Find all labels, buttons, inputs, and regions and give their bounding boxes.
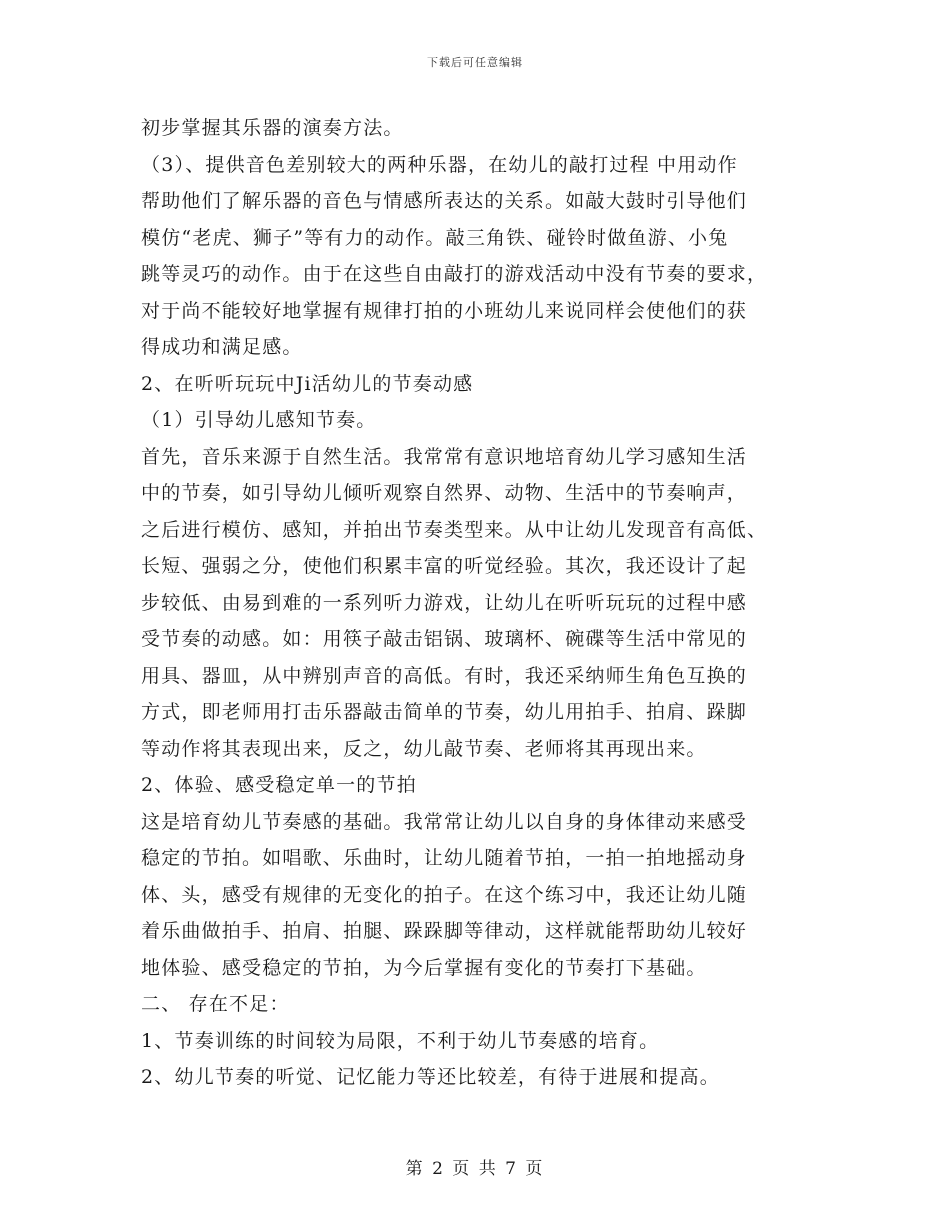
section-heading: 2、体验、感受稳定单一的节拍 [141,774,417,796]
list-item: 1、节奏训练的时间较为局限，不利于幼儿节奏感的培育。 [141,1029,660,1052]
text-line: 得成功和满足感。 [141,336,303,358]
text-line: 模仿“老虎、狮子”等有力的动作。敲三角铁、碰铃时做鱼游、小兔 [141,226,729,249]
text-line: 跳等灵巧的动作。由于在这些自由敲打的游戏活动中没有节奏的要求， [141,263,768,285]
text-line: （3）、提供音色差别较大的两种乐器，在幼儿的敲打过程 中用动作 [141,153,738,176]
text-line: 着乐曲做拍手、拍肩、拍腿、跺跺脚等律动，这样就能帮助幼儿较好 [141,920,748,942]
list-item: 2、幼儿节奏的听觉、记忆能力等还比较差，有待于进展和提高。 [141,1066,720,1088]
text-line: 中的节奏，如引导幼儿倾听观察自然界、动物、生活中的节奏响声， [141,482,748,504]
text-line: 对于尚不能较好地掌握有规律打拍的小班幼儿来说同样会使他们的获 [141,299,748,322]
text-line: 受节奏的动感。如：用筷子敲击铝锅、玻璃杯、碗碟等生活中常见的 [141,628,748,650]
page-header-note: 下载后可任意编辑 [427,56,523,69]
document-body [141,110,821,1096]
section-heading: 二、 存在不足： [141,993,290,1015]
text-line: 长短、强弱之分，使他们积累丰富的听觉经验。其次，我还设计了起 [141,555,748,577]
text-line: 方式，即老师用打击乐器敲击简单的节奏，幼儿用拍手、拍肩、跺脚 [141,701,748,723]
text-line: 首先，音乐来源于自然生活。我常常有意识地培育幼儿学习感知生活 [141,445,748,468]
subsection-heading: （1）引导幼儿感知节奏。 [141,409,377,431]
text-line: 初步掌握其乐器的演奏方法。 [141,117,404,139]
page-number: 第 2 页 共 7 页 [405,1159,545,1179]
text-line: 步较低、由易到难的一系列听力游戏，让幼儿在听听玩玩的过程中感 [141,591,748,614]
text-line: 这是培育幼儿节奏感的基础。我常常让幼儿以自身的身体律动来感受 [141,810,748,833]
text-line: 稳定的节拍。如唱歌、乐曲时，让幼儿随着节拍，一拍一拍地摇动身 [141,847,748,869]
text-line: 用具、器皿，从中辨别声音的高低。有时，我还采纳师生角色互换的 [141,664,748,687]
text-line: 之后进行模仿、感知，并拍出节奏类型来。从中让幼儿发现音有高低、 [141,518,768,541]
text-line: 帮助他们了解乐器的音色与情感所表达的关系。如敲大鼓时引导他们 [141,190,748,212]
section-heading: 2、在听听玩玩中Ji活幼儿的节奏动感 [141,372,474,395]
text-line: 体、头，感受有规律的无变化的拍子。在这个练习中，我还让幼儿随 [141,883,748,906]
text-line: 地体验、感受稳定的节拍，为今后掌握有变化的节奏打下基础。 [141,956,707,979]
text-line: 等动作将其表现出来，反之，幼儿敲节奏、老师将其再现出来。 [141,737,707,760]
